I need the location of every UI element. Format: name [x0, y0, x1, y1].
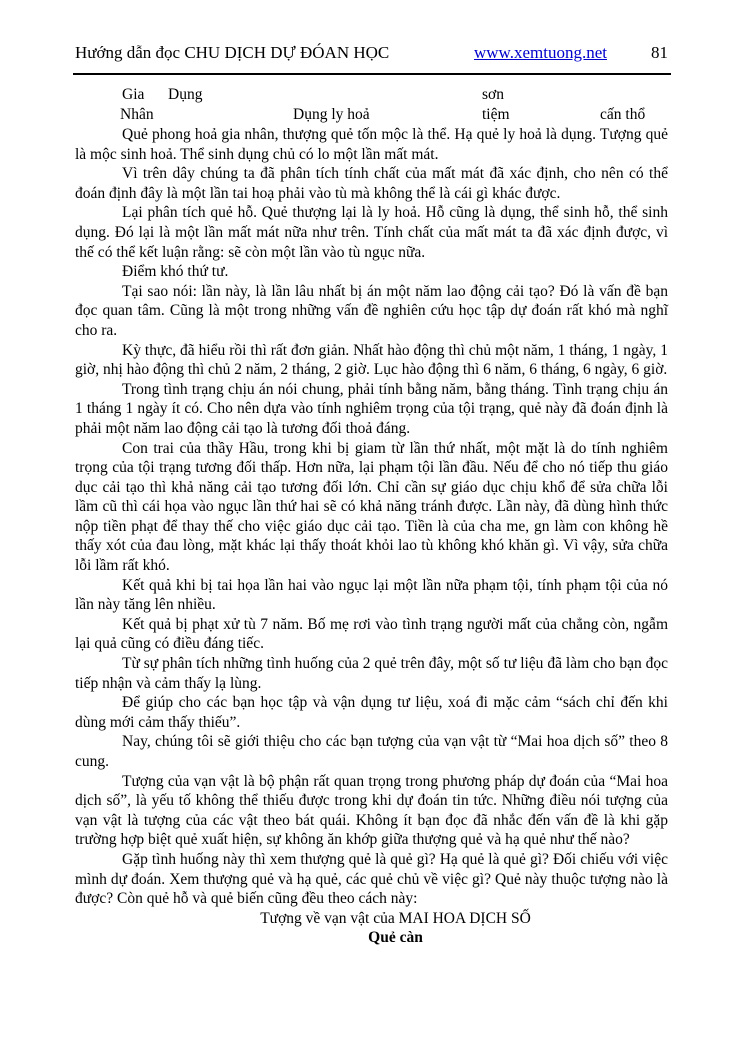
body-paragraph: Quẻ phong hoả gia nhân, thượng quẻ tốn mộc là thể. Hạ quẻ ly hoả là dụng. Tượng quẻ là mộc sinh hoả. Thể sinh dụng chủ có lo một lần mất mát.: [75, 126, 668, 163]
hexagram-label-diagram: [75, 85, 668, 125]
diagram-row-1: [75, 85, 668, 105]
diagram-label-can-tho: cấn thổ: [600, 105, 646, 123]
body-paragraph: Trong tình trạng chịu án nói chung, phải tính bằng năm, bằng tháng. Tình trạng chịu án 1 tháng 1 ngày ít có. Cho nên dựa vào tính nghiêm trọng của tội trạng, quẻ này đã đoán định là phải một năm lao động cải tạo là tương đối thoả đáng.: [75, 380, 668, 437]
diagram-label-dung: Dụng: [168, 86, 203, 103]
body-paragraph: Điểm khó thứ tư.: [122, 263, 229, 281]
body-paragraph: Con trai của thầy Hầu, trong khi bị giam từ lần thứ nhất, một mặt là do tính nghiêm trọng của tội trạng tương đối thấp. Hơn nữa, lại phạm tội lần đầu. Nếu để cho nó tiếp thu giáo dục cải tạo thì khả năng cải tạo tương đối lớn. Chỉ cần sự giáo dục chịu khổ để sửa chữa lỗi lầm cũ thì cái họa vào ngục lần thứ hai sẽ có khả năng tránh được. Lần này, đã dùng hình thức nộp tiền phạt để thay thế cho việc giáo dục cải tạo. Tiền là của cha me, gn làm con không hề thấy xót của đau lòng, mặt khác lại thấy thoát khỏi lao tù không khó khăn gì. Vì vậy, sửa chữa lỗi lầm rất khó.: [75, 439, 668, 575]
body-paragraph: Kết quả khi bị tai họa lần hai vào ngục lại một lần nữa phạm tội, tính phạm tội của nó lần này tăng lên nhiều.: [75, 576, 668, 614]
diagram-label-son: sơn: [482, 86, 504, 103]
page-number: 81: [651, 43, 668, 62]
page-body: [75, 85, 668, 948]
diagram-label-gia: Gia: [122, 86, 145, 103]
body-paragraph: Kỳ thực, đã hiểu rồi thì rất đơn giản. Nhất hào động thì chủ một năm, 1 tháng, 1 ngày, 1 giờ, nhị hào động thì chủ 2 năm, 2 tháng, 2 giờ. Lục hào động thì 6 năm, 6 tháng, 6 ngày, 6 giờ.: [75, 341, 668, 379]
body-paragraph: Tượng của vạn vật là bộ phận rất quan trọng trong phương pháp dự đoán của “Mai hoa dịch số”, là yếu tố không thể thiếu được trong khi dự đoán tin tức. Những điều nói tượng của vạn vật là tượng của các vật theo bát quái. Không ít bạn đọc đã nhắc đến vấn đề là khi gặp trường hợp biệt quẻ xuất hiện, sự không ăn khớp giữa thượng quẻ và hạ quẻ như thế nào?: [75, 772, 668, 849]
body-paragraph: Lại phân tích quẻ hỗ. Quẻ thượng lại là ly hoả. Hỗ cũng là dụng, thể sinh hỗ, thể sinh dụng. Đó lại là một lần mất mát nữa như trên. Tính chất của mất mát ta đã xác định được, vì thế có thể kết luận rằng: sẽ còn một lần vào tù ngục nữa.: [75, 204, 668, 261]
diagram-label-dung-ly-hoa: Dụng ly hoả: [293, 105, 370, 123]
header-divider: [73, 73, 671, 75]
hexagram-section-heading: Quẻ càn: [368, 929, 423, 947]
body-paragraph: Để giúp cho các bạn học tập và vận dụng tư liệu, xoá đi mặc cảm “sách chỉ đến khi dùng mới cảm thấy thiếu”.: [75, 694, 668, 731]
diagram-row-2: [75, 105, 668, 125]
diagram-label-tiem: tiệm: [482, 105, 510, 123]
section-title: Tượng về vạn vật của MAI HOA DỊCH SỐ: [260, 909, 531, 927]
page-header: [75, 42, 668, 64]
body-paragraph: Từ sự phân tích những tình huống của 2 quẻ trên đây, một số tư liệu đã làm cho bạn đọc tiếp nhận và cảm thấy lạ lùng.: [75, 655, 668, 692]
header-right-group: [474, 42, 668, 64]
body-paragraph: Gặp tình huống này thì xem thượng quẻ là quẻ gì? Hạ quẻ là quẻ gì? Đối chiếu với việc mình dự đoán. Xem thượng quẻ và hạ quẻ, các quẻ chủ về việc gì? Quẻ này thuộc tượng nào là được? Còn quẻ hỗ và quẻ biến cũng đều theo cách này:: [75, 850, 668, 908]
body-paragraph: Nay, chúng tôi sẽ giới thiệu cho các bạn tượng của vạn vật từ “Mai hoa dịch số” theo 8 cung.: [75, 733, 668, 770]
body-paragraph: Tại sao nói: lần này, là lần lâu nhất bị án một năm lao động cải tạo? Đó là vấn đề bạn đọc quan tâm. Cũng là một trong những vấn đề nghiên cứu học tập dự đoán rất khó mà nghĩ cho ra.: [75, 282, 668, 339]
book-title: Hướng dẫn đọc CHU DỊCH DỰ ĐÓAN HỌC: [75, 43, 390, 62]
body-paragraph: Vì trên dây chúng ta đã phân tích tính chất của mất mát đã xác định, cho nên có thể đoán định đây là một lần tai hoạ phải vào tù mà không thể là cái gì khác được.: [75, 165, 668, 202]
diagram-label-nhan: Nhân: [120, 105, 154, 123]
body-paragraph: Kết quả bị phạt xử tù 7 năm. Bố mẹ rơi vào tình trạng người mất của chẳng còn, ngẫm lại quả cũng có điều đáng tiếc.: [75, 615, 668, 653]
website-link[interactable]: www.xemtuong.net: [474, 43, 607, 62]
